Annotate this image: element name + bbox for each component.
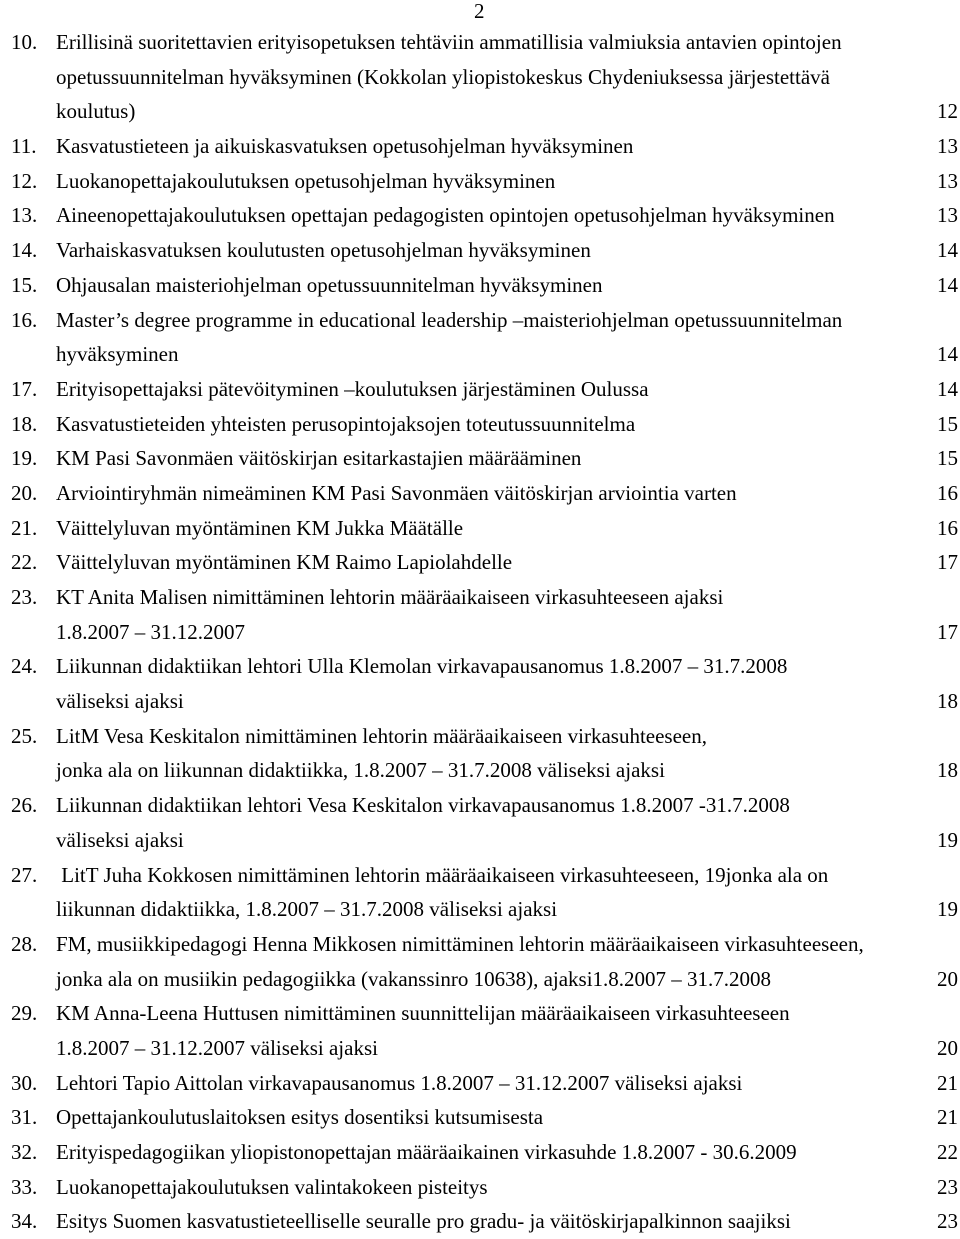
entry-page-number: 17 bbox=[937, 550, 958, 575]
toc-entry-line bbox=[0, 1031, 960, 1066]
toc-entry bbox=[0, 1170, 960, 1205]
toc-entry-line bbox=[0, 858, 960, 893]
entry-title: hyväksyminen bbox=[56, 342, 179, 367]
toc-entry bbox=[0, 858, 960, 927]
entry-title: LitM Vesa Keskitalon nimittäminen lehtorin määräaikaiseen virkasuhteeseen, bbox=[56, 723, 707, 748]
entry-page-number: 21 bbox=[937, 1070, 958, 1095]
entry-page-number: 14 bbox=[937, 342, 958, 367]
toc-entry bbox=[0, 1135, 960, 1170]
entry-number: 29. bbox=[11, 1001, 38, 1026]
entry-page-number: 12 bbox=[937, 99, 958, 124]
entry-page-number: 18 bbox=[937, 758, 958, 783]
toc-entry-line bbox=[0, 268, 960, 303]
toc-entry-line bbox=[0, 1066, 960, 1101]
entry-number: 12. bbox=[11, 168, 38, 193]
entry-page-number: 19 bbox=[937, 827, 958, 852]
entry-title: Liikunnan didaktiikan lehtori Vesa Keskitalon virkavapausanomus 1.8.2007 -31.7.2008 bbox=[56, 793, 790, 818]
toc-entry bbox=[0, 233, 960, 268]
toc-entry bbox=[0, 580, 960, 649]
entry-page-number: 19 bbox=[937, 897, 958, 922]
toc-entry-line bbox=[0, 753, 960, 788]
entry-title: Esitys Suomen kasvatustieteelliselle seuralle pro gradu- ja väitöskirjapalkinnon saajiksi bbox=[56, 1209, 791, 1234]
entry-title: Liikunnan didaktiikan lehtori Ulla Klemolan virkavapausanomus 1.8.2007 – 31.7.2008 bbox=[56, 654, 788, 679]
entry-number: 28. bbox=[11, 931, 38, 956]
entry-title: liikunnan didaktiikka, 1.8.2007 – 31.7.2008 väliseksi ajaksi bbox=[56, 897, 558, 922]
entry-page-number: 13 bbox=[937, 134, 958, 159]
toc-entry-line bbox=[0, 233, 960, 268]
toc-entry-line bbox=[0, 1135, 960, 1170]
entry-title: KM Anna-Leena Huttusen nimittäminen suunnittelijan määräaikaiseen virkasuhteeseen bbox=[56, 1001, 790, 1026]
toc-entry-line bbox=[0, 511, 960, 546]
entry-number: 20. bbox=[11, 480, 38, 505]
entry-number: 27. bbox=[11, 862, 38, 887]
entry-number: 11. bbox=[11, 134, 37, 159]
entry-page-number: 22 bbox=[937, 1140, 958, 1164]
entry-number: 10. bbox=[11, 30, 38, 54]
entry-number: 33. bbox=[11, 1174, 38, 1199]
entry-number: 16. bbox=[11, 307, 38, 332]
entry-title: Kasvatustieteiden yhteisten perusopintojaksojen toteutussuunnitelma bbox=[56, 411, 636, 436]
entry-title: 1.8.2007 – 31.12.2007 bbox=[56, 619, 245, 644]
toc-entry-line bbox=[0, 1170, 960, 1205]
toc-entry-line bbox=[0, 927, 960, 962]
entry-title: Kasvatustieteen ja aikuiskasvatuksen opetusohjelman hyväksyminen bbox=[56, 134, 634, 159]
toc-entry-line bbox=[0, 788, 960, 823]
entry-number: 24. bbox=[11, 654, 38, 679]
toc-entry bbox=[0, 545, 960, 580]
entry-number: 13. bbox=[11, 203, 38, 228]
toc-entry-line bbox=[0, 996, 960, 1031]
toc-entry-line bbox=[0, 372, 960, 407]
toc-entry-line bbox=[0, 892, 960, 927]
entry-page-number: 20 bbox=[937, 1035, 958, 1060]
entry-page-number: 16 bbox=[937, 480, 958, 505]
toc-entry-line bbox=[0, 60, 960, 95]
entry-number: 17. bbox=[11, 376, 38, 401]
table-of-contents bbox=[0, 25, 960, 1239]
toc-entry bbox=[0, 1066, 960, 1101]
toc-entry bbox=[0, 927, 960, 996]
entry-title: väliseksi ajaksi bbox=[56, 689, 184, 714]
toc-entry bbox=[0, 476, 960, 511]
entry-number: 15. bbox=[11, 272, 38, 297]
entry-title: KT Anita Malisen nimittäminen lehtorin määräaikaiseen virkasuhteeseen ajaksi bbox=[56, 585, 724, 609]
entry-page-number: 20 bbox=[937, 966, 958, 991]
toc-entry-line bbox=[0, 719, 960, 754]
toc-entry-line bbox=[0, 1100, 960, 1135]
toc-entry bbox=[0, 129, 960, 164]
toc-entry bbox=[0, 407, 960, 442]
entry-number: 22. bbox=[11, 550, 38, 575]
entry-page-number: 13 bbox=[937, 168, 958, 193]
entry-number: 18. bbox=[11, 411, 38, 436]
toc-entry bbox=[0, 441, 960, 476]
entry-title: FM, musiikkipedagogi Henna Mikkosen nimittäminen lehtorin määräaikaiseen virkasuhteeseen, bbox=[56, 931, 864, 956]
entry-title: Erityispedagogiikan yliopistonopettajan määräaikainen virkasuhde 1.8.2007 - 30.6.2009 bbox=[56, 1140, 797, 1164]
entry-page-number: 14 bbox=[937, 272, 958, 297]
toc-entry bbox=[0, 1204, 960, 1239]
toc-entry-line bbox=[0, 94, 960, 129]
toc-entry bbox=[0, 25, 960, 129]
toc-entry-line bbox=[0, 1204, 960, 1239]
entry-number: 30. bbox=[11, 1070, 38, 1095]
entry-page-number: 13 bbox=[937, 203, 958, 228]
toc-entry-line bbox=[0, 407, 960, 442]
toc-entry bbox=[0, 996, 960, 1065]
toc-entry bbox=[0, 164, 960, 199]
entry-page-number: 15 bbox=[937, 446, 958, 471]
entry-page-number: 15 bbox=[937, 411, 958, 436]
entry-number: 21. bbox=[11, 515, 38, 540]
toc-entry-line bbox=[0, 164, 960, 199]
entry-number: 23. bbox=[11, 585, 38, 609]
entry-page-number: 18 bbox=[937, 689, 958, 714]
entry-page-number: 23 bbox=[937, 1209, 958, 1234]
entry-number: 31. bbox=[11, 1105, 38, 1130]
entry-title: Aineenopettajakoulutuksen opettajan pedagogisten opintojen opetusohjelman hyväksyminen bbox=[56, 203, 835, 228]
toc-entry bbox=[0, 649, 960, 718]
toc-entry bbox=[0, 268, 960, 303]
entry-title: LitT Juha Kokkosen nimittäminen lehtorin määräaikaiseen virkasuhteeseen, 19jonka ala on bbox=[56, 862, 829, 887]
toc-entry bbox=[0, 719, 960, 788]
entry-title: jonka ala on musiikin pedagogiikka (vakanssinro 10638), ajaksi1.8.2007 – 31.7.2008 bbox=[56, 966, 772, 991]
toc-entry-line bbox=[0, 962, 960, 997]
entry-title: Opettajankoulutuslaitoksen esitys dosentiksi kutsumisesta bbox=[56, 1105, 544, 1130]
entry-title: opetussuunnitelman hyväksyminen (Kokkolan yliopistokeskus Chydeniuksessa järjestettävä bbox=[56, 64, 830, 89]
entry-title: KM Pasi Savonmäen väitöskirjan esitarkastajien määrääminen bbox=[56, 446, 582, 471]
toc-entry bbox=[0, 1100, 960, 1135]
entry-title: Luokanopettajakoulutuksen opetusohjelman hyväksyminen bbox=[56, 168, 556, 193]
entry-page-number: 16 bbox=[937, 515, 958, 540]
toc-entry-line bbox=[0, 684, 960, 719]
toc-entry-line bbox=[0, 337, 960, 372]
toc-entry-line bbox=[0, 198, 960, 233]
entry-number: 14. bbox=[11, 238, 38, 263]
entry-title: Varhaiskasvatuksen koulutusten opetusohjelman hyväksyminen bbox=[56, 238, 591, 263]
entry-title: Ohjausalan maisteriohjelman opetussuunnitelman hyväksyminen bbox=[56, 272, 603, 297]
toc-entry-line bbox=[0, 580, 960, 615]
toc-entry-line bbox=[0, 823, 960, 858]
entry-number: 26. bbox=[11, 793, 38, 818]
entry-number: 34. bbox=[11, 1209, 38, 1234]
entry-title: Erityisopettajaksi pätevöityminen –koulutuksen järjestäminen Oulussa bbox=[56, 376, 649, 401]
entry-title: koulutus) bbox=[56, 99, 136, 124]
toc-entry-line bbox=[0, 476, 960, 511]
entry-title: Erillisinä suoritettavien erityisopetuksen tehtäviin ammatillisia valmiuksia antavien opintojen bbox=[56, 30, 842, 54]
toc-entry-line bbox=[0, 129, 960, 164]
entry-page-number: 23 bbox=[937, 1174, 958, 1199]
toc-entry-line bbox=[0, 25, 960, 60]
entry-page-number: 14 bbox=[937, 238, 958, 263]
toc-entry-line bbox=[0, 615, 960, 650]
entry-title: jonka ala on liikunnan didaktiikka, 1.8.2007 – 31.7.2008 väliseksi ajaksi bbox=[56, 758, 665, 783]
entry-title: Arviointiryhmän nimeäminen KM Pasi Savonmäen väitöskirjan arviointia varten bbox=[56, 480, 737, 505]
entry-title: 1.8.2007 – 31.12.2007 väliseksi ajaksi bbox=[56, 1035, 378, 1060]
entry-page-number: 14 bbox=[937, 376, 958, 401]
entry-page-number: 17 bbox=[937, 619, 958, 644]
entry-title: väliseksi ajaksi bbox=[56, 827, 184, 852]
entry-title: Lehtori Tapio Aittolan virkavapausanomus 1.8.2007 – 31.12.2007 väliseksi ajaksi bbox=[56, 1070, 743, 1095]
entry-title: Väittelyluvan myöntäminen KM Raimo Lapiolahdelle bbox=[56, 550, 513, 575]
toc-entry-line bbox=[0, 303, 960, 338]
entry-title: Luokanopettajakoulutuksen valintakokeen pisteitys bbox=[56, 1174, 488, 1199]
toc-entry-line bbox=[0, 649, 960, 684]
entry-number: 32. bbox=[11, 1140, 38, 1164]
entry-page-number: 21 bbox=[937, 1105, 958, 1130]
entry-number: 25. bbox=[11, 723, 38, 748]
toc-entry-line bbox=[0, 545, 960, 580]
entry-title: Master’s degree programme in educational leadership –maisteriohjelman opetussuunnitelman bbox=[56, 307, 843, 332]
toc-entry bbox=[0, 303, 960, 372]
page-number: 2 bbox=[474, 0, 485, 23]
entry-title: Väittelyluvan myöntäminen KM Jukka Määtälle bbox=[56, 515, 464, 540]
toc-entry-line bbox=[0, 441, 960, 476]
toc-entry bbox=[0, 511, 960, 546]
toc-entry bbox=[0, 372, 960, 407]
toc-entry bbox=[0, 198, 960, 233]
entry-number: 19. bbox=[11, 446, 38, 471]
toc-entry bbox=[0, 788, 960, 857]
